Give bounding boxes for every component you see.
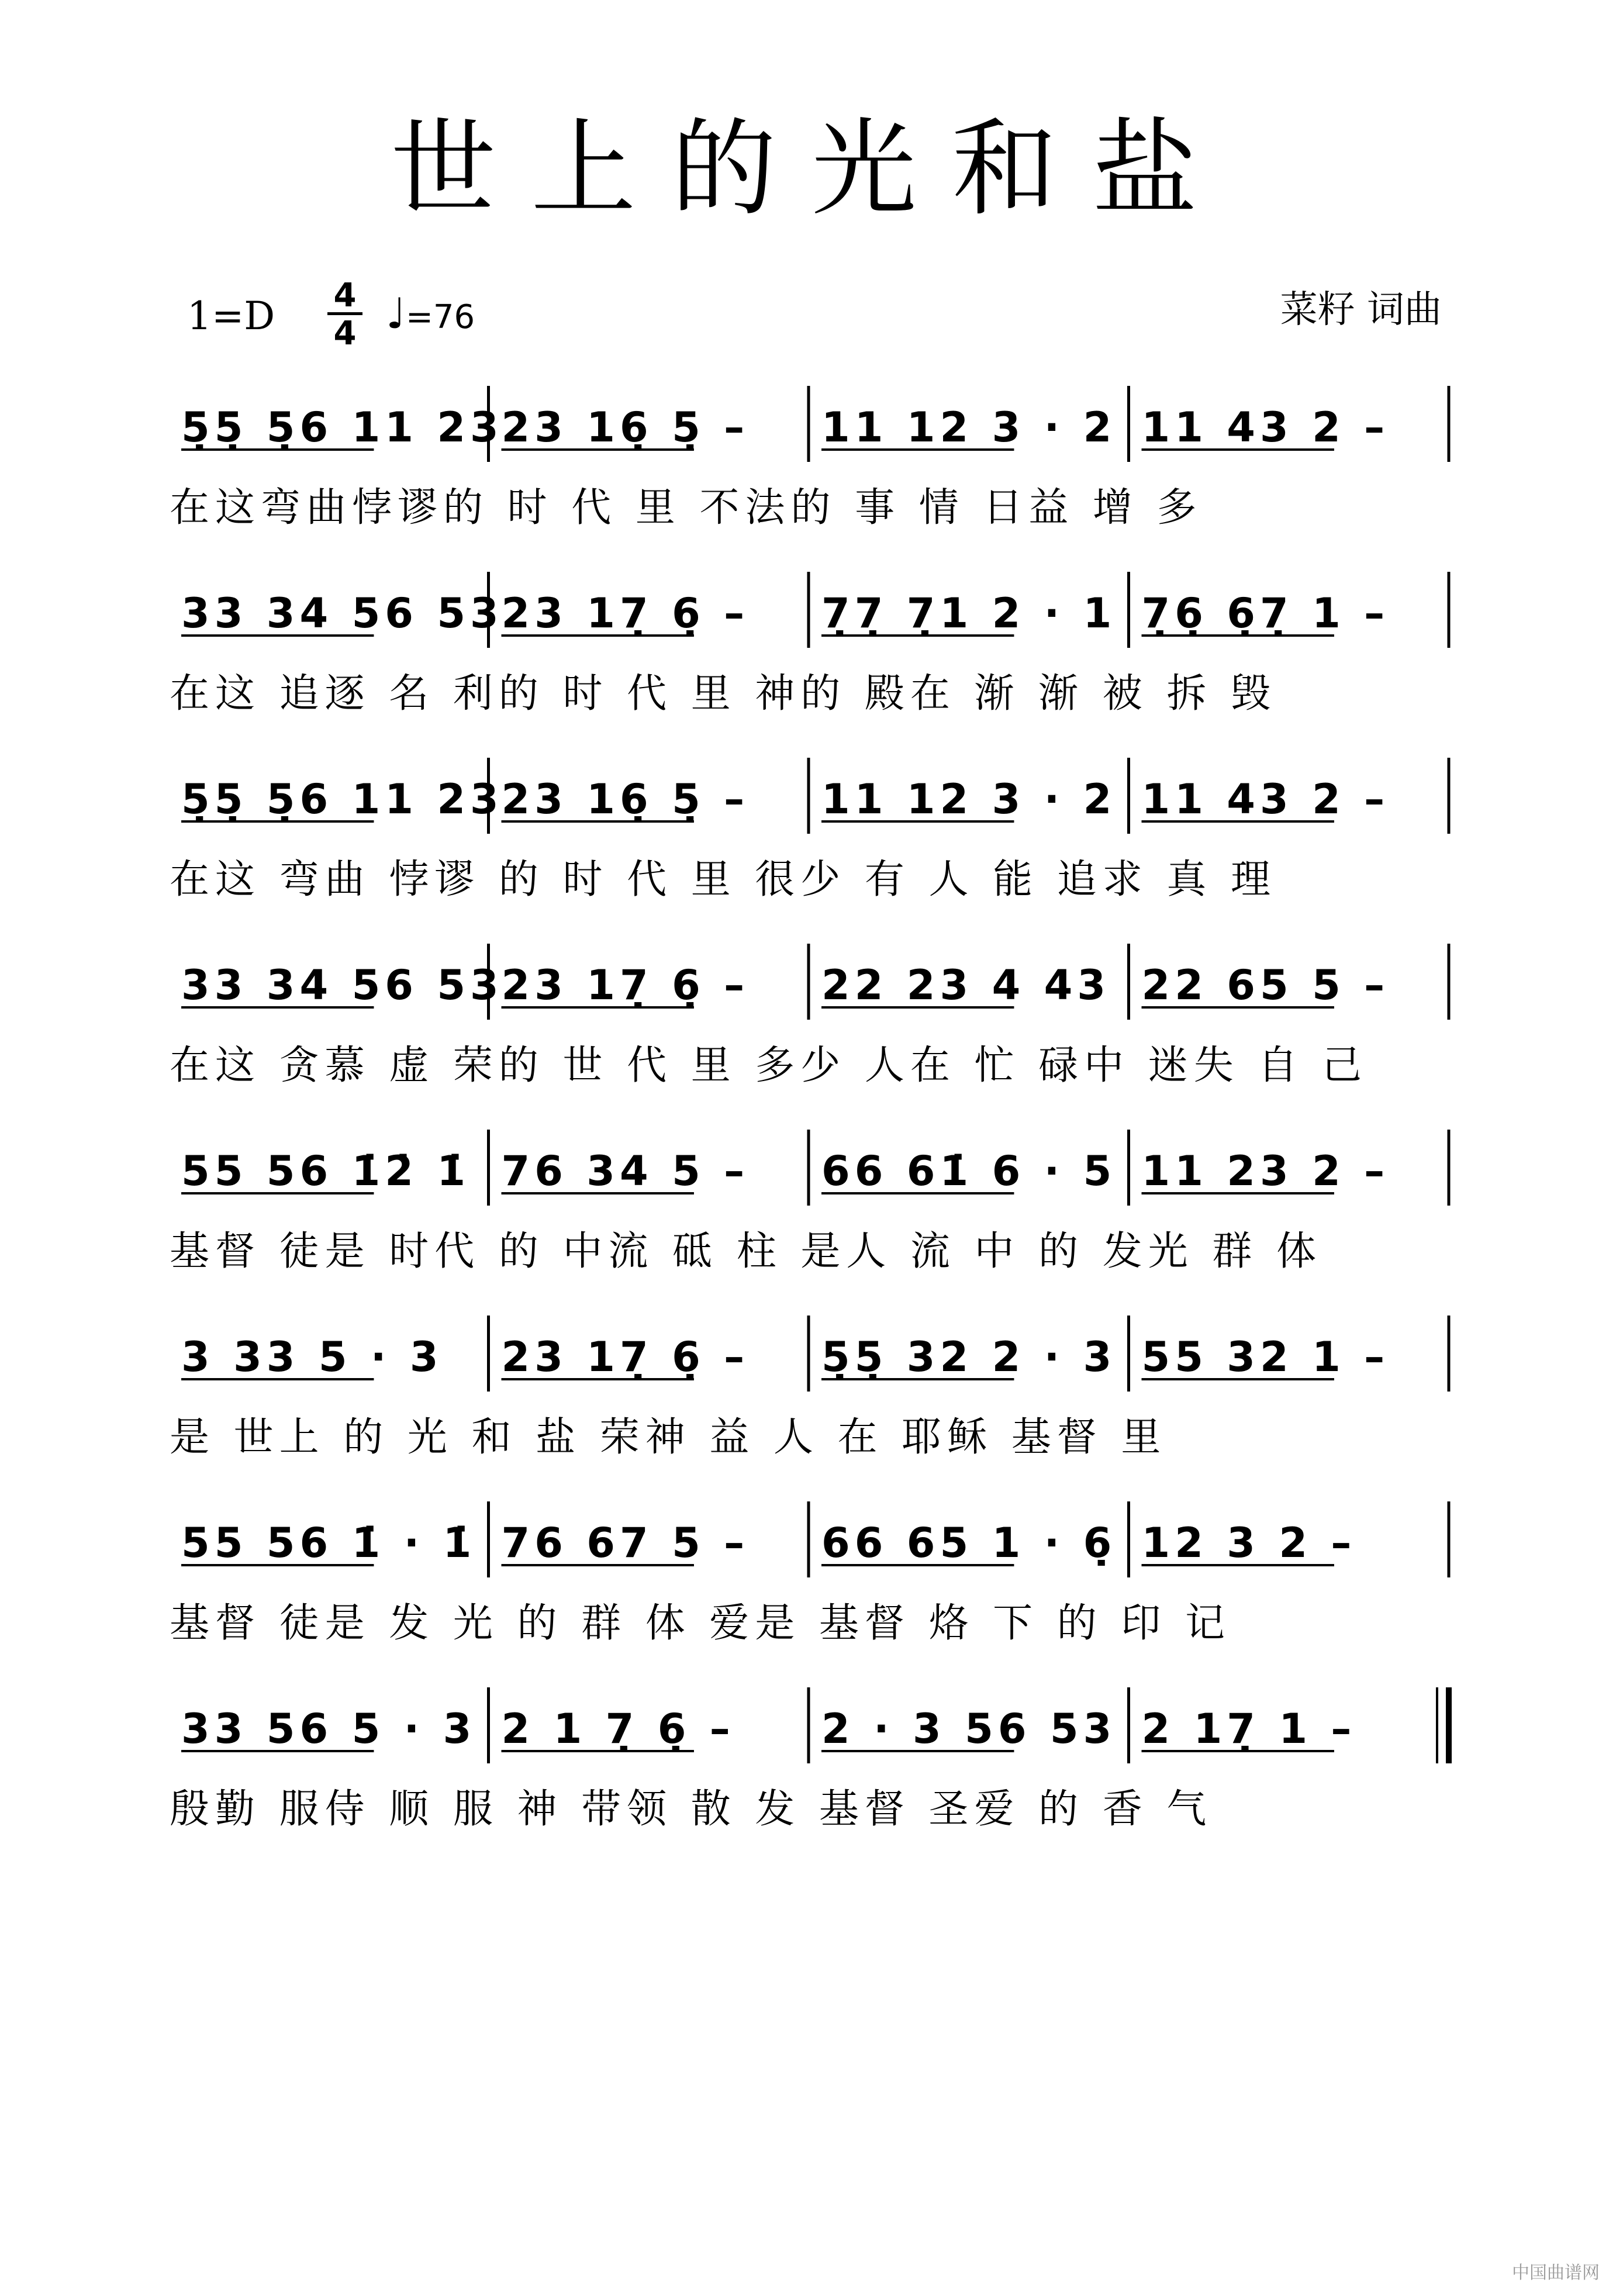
lyric-line: 是 世上 的 光 和 盐 荣神 益 人 在 耶稣 基督 里 bbox=[170, 1414, 1167, 1461]
measure-notes: 11 23 2 – bbox=[1141, 1147, 1390, 1195]
measure-notes: 11 12 3 · 2 bbox=[821, 403, 1117, 451]
measure-notes: 12 3 2 – bbox=[1141, 1519, 1356, 1567]
measure-notes: 11 43 2 – bbox=[1141, 403, 1390, 451]
measure-notes: 66 65 1 · 6̣ bbox=[821, 1519, 1117, 1567]
lyric-line: 在这 追逐 名 利的 时 代 里 神的 殿在 渐 渐 被 拆 毁 bbox=[170, 671, 1276, 717]
measure-notes: 33 34 56 53 bbox=[181, 589, 503, 637]
time-signature-numerator: 4 bbox=[333, 277, 357, 315]
song-title: 世上的光和盐 bbox=[390, 108, 1232, 230]
measure-notes: 23 17̣ 6̣ – bbox=[501, 961, 750, 1009]
lyric-line: 在这 贪慕 虚 荣的 世 代 里 多少 人在 忙 碌中 迷失 自 己 bbox=[170, 1042, 1368, 1089]
measure-notes: 33 34 56 53 bbox=[181, 961, 503, 1009]
time-signature-denominator: 4 bbox=[327, 312, 362, 350]
lyric-line: 基督 徒是 时代 的 中流 砥 柱 是人 流 中 的 发光 群 体 bbox=[170, 1228, 1322, 1275]
key-signature: 1=D bbox=[187, 294, 275, 339]
measure-notes: 55 56 1̇ · 1̇ bbox=[181, 1519, 476, 1567]
measure-notes: 7̣6̣ 6̣7̣ 1 – bbox=[1141, 589, 1390, 637]
measure-notes: 55 56 1̇2̇ 1̇ bbox=[181, 1147, 471, 1195]
measure-notes: 11 12 3 · 2 bbox=[821, 775, 1117, 823]
measure-notes: 7̣7̣ 7̣1 2 · 1 bbox=[821, 589, 1117, 637]
measure-notes: 5̣5̣ 5̣6 11 23 bbox=[181, 775, 503, 823]
measure-notes: 5̣5̣ 5̣6 11 23 bbox=[181, 403, 503, 451]
measure-notes: 76 34 5 – bbox=[501, 1147, 750, 1195]
lyric-line: 殷勤 服侍 顺 服 神 带领 散 发 基督 圣爱 的 香 气 bbox=[170, 1786, 1213, 1832]
measure-notes: 23 17̣ 6̣ – bbox=[501, 589, 750, 637]
measure-notes: 3 33 5 · 3 bbox=[181, 1333, 443, 1381]
measure-notes: 5̣5̣ 32 2 · 3 bbox=[821, 1333, 1117, 1381]
tempo-value: =76 bbox=[405, 298, 475, 336]
quarter-note-icon: ♩ bbox=[386, 289, 406, 338]
lyric-line: 在这弯曲悖谬的 时 代 里 不法的 事 情 日益 增 多 bbox=[170, 485, 1203, 531]
measure-notes: 2 · 3 56 53 bbox=[821, 1705, 1117, 1753]
measure-notes: 22 65 5 – bbox=[1141, 961, 1390, 1009]
measure-notes: 11 43 2 – bbox=[1141, 775, 1390, 823]
measure-notes: 22 23 4 43 bbox=[821, 961, 1111, 1009]
measure-notes: 23 16̣ 5̣ – bbox=[501, 775, 750, 823]
author-credit: 菜籽 词曲 bbox=[1280, 288, 1442, 332]
measure-notes: 66 61̇ 6 · 5 bbox=[821, 1147, 1117, 1195]
lyric-line: 在这 弯曲 悖谬 的 时 代 里 很少 有 人 能 追求 真 理 bbox=[170, 857, 1276, 903]
site-watermark: 中国曲谱网 bbox=[1512, 2263, 1600, 2283]
measure-notes: 2 17̣ 1 – bbox=[1141, 1705, 1356, 1753]
measure-notes: 2 1 7̣ 6̣ – bbox=[501, 1705, 735, 1753]
measure-notes: 76 67 5 – bbox=[501, 1519, 750, 1567]
measure-notes: 23 16̣ 5̣ – bbox=[501, 403, 750, 451]
lyric-line: 基督 徒是 发 光 的 群 体 爱是 基督 烙 下 的 印 记 bbox=[170, 1600, 1231, 1646]
measure-notes: 23 17̣ 6̣ – bbox=[501, 1333, 750, 1381]
measure-notes: 55 32 1 – bbox=[1141, 1333, 1390, 1381]
measure-notes: 33 56 5 · 3 bbox=[181, 1705, 476, 1753]
